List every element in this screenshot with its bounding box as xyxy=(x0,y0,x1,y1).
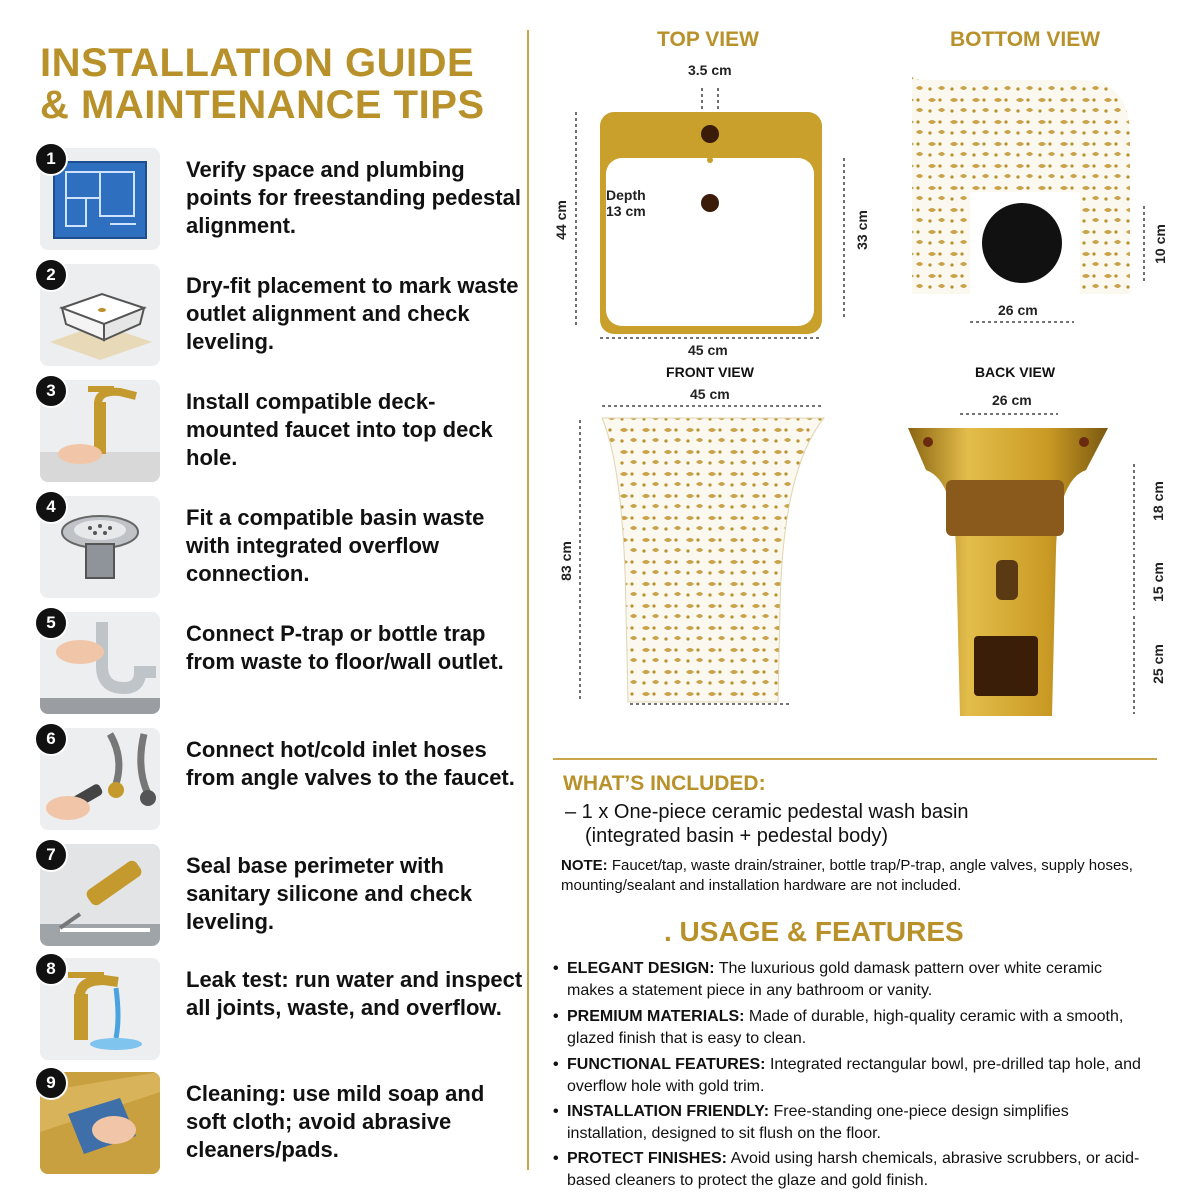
bottom-hole-dim: 10 cm xyxy=(1151,224,1168,264)
step-number: 9 xyxy=(34,1066,68,1100)
step-number: 6 xyxy=(34,722,68,756)
feature-text: Integrated rectangular bowl, pre-drilled tap hole, and overflow hole with gold trim. xyxy=(567,1056,1141,1095)
bullet-icon: • xyxy=(553,1008,559,1025)
back-view-label: BACK VIEW xyxy=(974,364,1056,380)
included-item-detail: (integrated basin + pedestal body) xyxy=(585,825,888,847)
column-divider xyxy=(527,30,529,1170)
back-view-pedestal xyxy=(908,428,1108,716)
step-text: Leak test: run water and inspect all joints, waste, and overflow. xyxy=(186,967,523,1020)
note-text: Faucet/tap, waste drain/strainer, bottle trap/P-trap, angle valves, supply hoses, mounting/sealant and installation hardware are not included. xyxy=(561,857,1133,894)
included-note xyxy=(561,856,1151,896)
depth-label: Depth xyxy=(606,187,646,203)
step-text: Fit a compatible basin waste with integrated overflow connection. xyxy=(186,505,485,586)
top-view-basin xyxy=(600,112,822,334)
front-view-pedestal xyxy=(602,418,824,702)
back-dim-3: 25 cm xyxy=(1149,644,1166,684)
back-width-dim: 26 cm xyxy=(992,392,1032,408)
feature-label: ELEGANT DESIGN: xyxy=(567,960,715,977)
step-1 xyxy=(40,148,520,250)
feature-label: INSTALLATION FRIENDLY: xyxy=(567,1103,770,1120)
feature-text: Made of durable, high-quality ceramic with a smooth, glazed finish that is easy to clean. xyxy=(567,1008,1124,1047)
bullet-icon: • xyxy=(553,1150,559,1167)
feature-label: FUNCTIONAL FEATURES: xyxy=(567,1056,766,1073)
bullet-icon: • xyxy=(553,1056,559,1073)
top-inner-dim: 33 cm xyxy=(853,210,870,250)
step-text: Connect hot/cold inlet hoses from angle valves to the faucet. xyxy=(186,737,515,790)
step-9 xyxy=(40,1072,520,1174)
dimension-diagram xyxy=(550,50,1180,750)
feature-text: The luxurious gold damask pattern over white ceramic makes a statement piece in any bathroom or vanity. xyxy=(567,960,1103,999)
front-view-label: FRONT VIEW xyxy=(666,364,754,380)
section-divider xyxy=(553,758,1157,760)
title-line-2: & MAINTENANCE TIPS xyxy=(40,83,485,127)
step-number: 5 xyxy=(34,606,68,640)
step-text: Install compatible deck-mounted faucet into top deck hole. xyxy=(186,389,493,470)
step-5 xyxy=(40,612,520,714)
step-text: Verify space and plumbing points for freestanding pedestal alignment. xyxy=(186,157,521,238)
included-title: WHAT’S INCLUDED: xyxy=(563,772,766,795)
back-dim-2: 15 cm xyxy=(1149,562,1166,602)
top-height-dim: 44 cm xyxy=(552,200,569,240)
step-number: 8 xyxy=(34,952,68,986)
step-number: 1 xyxy=(34,142,68,176)
step-number: 3 xyxy=(34,374,68,408)
top-width-dim: 45 cm xyxy=(688,342,728,358)
step-4 xyxy=(40,496,520,598)
feature-label: PROTECT FINISHES: xyxy=(567,1150,728,1167)
step-6 xyxy=(40,728,520,830)
step-text: Seal base perimeter with sanitary silicone and check leveling. xyxy=(186,853,473,934)
bullet-icon: • xyxy=(553,960,559,977)
step-number: 2 xyxy=(34,258,68,292)
top-depth-dim xyxy=(606,187,646,219)
step-7 xyxy=(40,844,520,946)
step-8 xyxy=(40,958,523,1060)
bottom-width-dim: 26 cm xyxy=(998,302,1038,318)
feature-text: Avoid using harsh chemicals, abrasive scrubbers, or acid-based cleaners to protect the glaze and gold finish. xyxy=(567,1150,1140,1189)
top-hole-dim: 3.5 cm xyxy=(688,62,732,78)
step-text: Dry-fit placement to mark waste outlet alignment and check leveling. xyxy=(186,273,519,354)
step-3 xyxy=(40,380,520,482)
feature-label: PREMIUM MATERIALS: xyxy=(567,1008,745,1025)
features-title: . USAGE & FEATURES xyxy=(664,916,964,947)
step-text: Cleaning: use mild soap and soft cloth; avoid abrasive cleaners/pads. xyxy=(186,1081,485,1162)
step-number: 4 xyxy=(34,490,68,524)
bottom-view-pedestal xyxy=(912,76,1130,294)
title-line-1: INSTALLATION GUIDE xyxy=(40,41,475,85)
page-title xyxy=(40,42,485,126)
bottom-view-label: BOTTOM VIEW xyxy=(949,28,1101,51)
bullet-icon: • xyxy=(553,1103,559,1120)
included-item: – 1 x One-piece ceramic pedestal wash basin xyxy=(565,801,969,823)
feature-text: Free-standing one-piece design simplifies installation, designed to sit flush on the floor. xyxy=(567,1103,1069,1142)
step-number: 7 xyxy=(34,838,68,872)
front-width-dim: 45 cm xyxy=(690,386,730,402)
step-2 xyxy=(40,264,520,366)
note-label: NOTE: xyxy=(561,857,608,874)
step-text: Connect P-trap or bottle trap from waste to floor/wall outlet. xyxy=(186,621,504,674)
depth-value: 13 cm xyxy=(606,203,646,219)
front-height-dim: 83 cm xyxy=(557,541,574,581)
top-view-label: TOP VIEW xyxy=(657,28,759,51)
back-dim-1: 18 cm xyxy=(1149,481,1166,521)
